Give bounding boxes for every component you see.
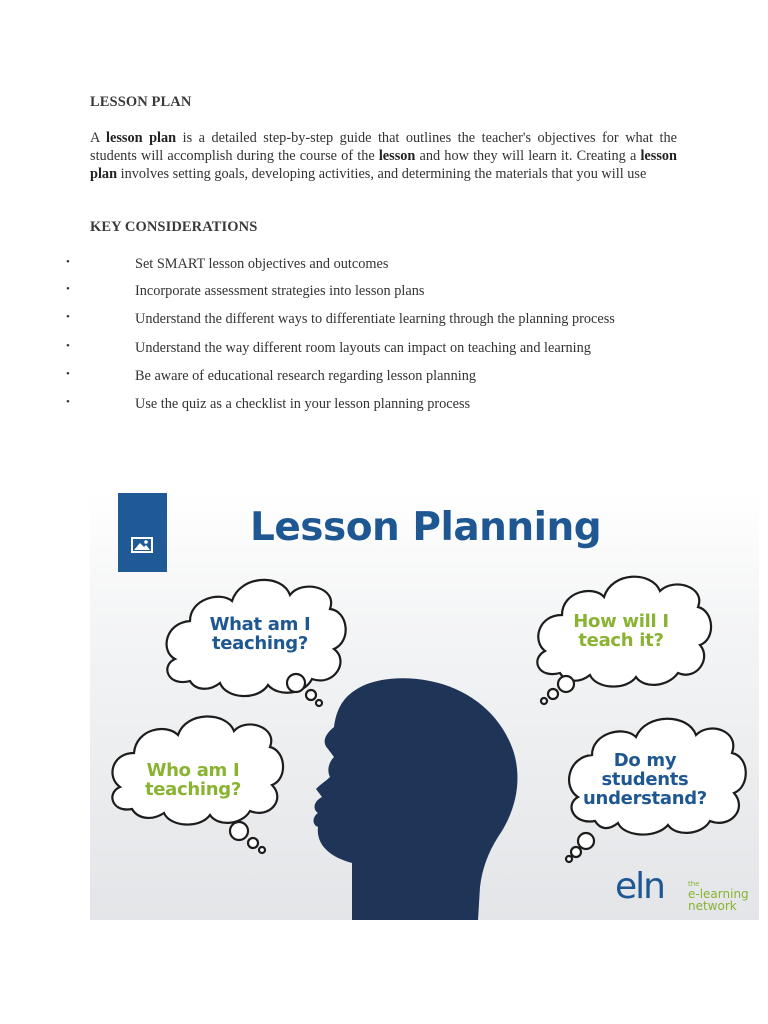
cloud-line: Who am I xyxy=(146,760,240,781)
key-considerations-heading: KEY CONSIDERATIONS xyxy=(90,219,258,235)
list-item-text: Understand the way different room layouts can impact on teaching and learning xyxy=(135,340,591,356)
graphic-title: Lesson Planning xyxy=(250,505,602,550)
intro-bold-1: lesson plan xyxy=(106,130,177,146)
list-item-text: Understand the different ways to differentiate learning through the planning process xyxy=(135,311,615,327)
list-item-text: Incorporate assessment strategies into lesson plans xyxy=(135,283,425,299)
cloud-who-am-i-teaching xyxy=(128,761,258,799)
intro-text-1: A xyxy=(90,130,107,146)
eln-logo-text xyxy=(688,881,749,912)
list-item-text: Be aware of educational research regarding lesson planning xyxy=(135,368,476,384)
bullet-icon: • xyxy=(66,396,70,408)
cloud-how-will-i-teach-it xyxy=(556,612,686,650)
bullet-icon: • xyxy=(66,311,70,323)
bullet-icon: • xyxy=(66,283,70,295)
logo-line-1: e-learning xyxy=(688,887,749,901)
lesson-plan-heading: LESSON PLAN xyxy=(90,94,192,110)
eln-logo-mark: eln xyxy=(615,866,664,907)
graphic-drawing xyxy=(90,491,759,920)
cloud-line: teach it? xyxy=(578,630,664,651)
cloud-line: What am I xyxy=(209,614,311,635)
intro-text-4: involves setting goals, developing activities, and determining the materials that you will use xyxy=(117,166,647,182)
cloud-line: teaching? xyxy=(211,633,309,654)
intro-paragraph xyxy=(90,129,677,183)
bullet-icon: • xyxy=(66,368,70,380)
list-item-text: Set SMART lesson objectives and outcomes xyxy=(135,256,389,272)
cloud-line: teaching? xyxy=(144,779,242,800)
intro-text-3: and how they will learn it. Creating a xyxy=(415,148,641,164)
image-icon xyxy=(131,537,153,553)
cloud-line: understand? xyxy=(583,788,707,809)
logo-line-2: network xyxy=(688,899,737,913)
intro-bold-3: lesson plan xyxy=(90,148,677,182)
logo-small-text: the xyxy=(688,880,700,888)
image-tab xyxy=(118,493,167,572)
head-silhouette xyxy=(314,678,518,920)
intro-text-2: is a detailed step-by-step guide that outlines the teacher's objectives for what the students will accomplish during the course of the xyxy=(90,130,677,164)
cloud-line: How will I xyxy=(573,611,669,632)
cloud-line: students xyxy=(601,769,689,790)
cloud-do-my-students-understand xyxy=(578,751,712,808)
bullet-icon: • xyxy=(66,340,70,352)
intro-bold-2: lesson xyxy=(378,148,416,164)
cloud-line: Do my xyxy=(613,750,677,771)
cloud-what-am-i-teaching xyxy=(190,615,330,653)
list-item-text: Use the quiz as a checklist in your lesson planning process xyxy=(135,396,471,412)
bullet-icon: • xyxy=(66,256,70,268)
lesson-planning-graphic xyxy=(90,491,759,920)
